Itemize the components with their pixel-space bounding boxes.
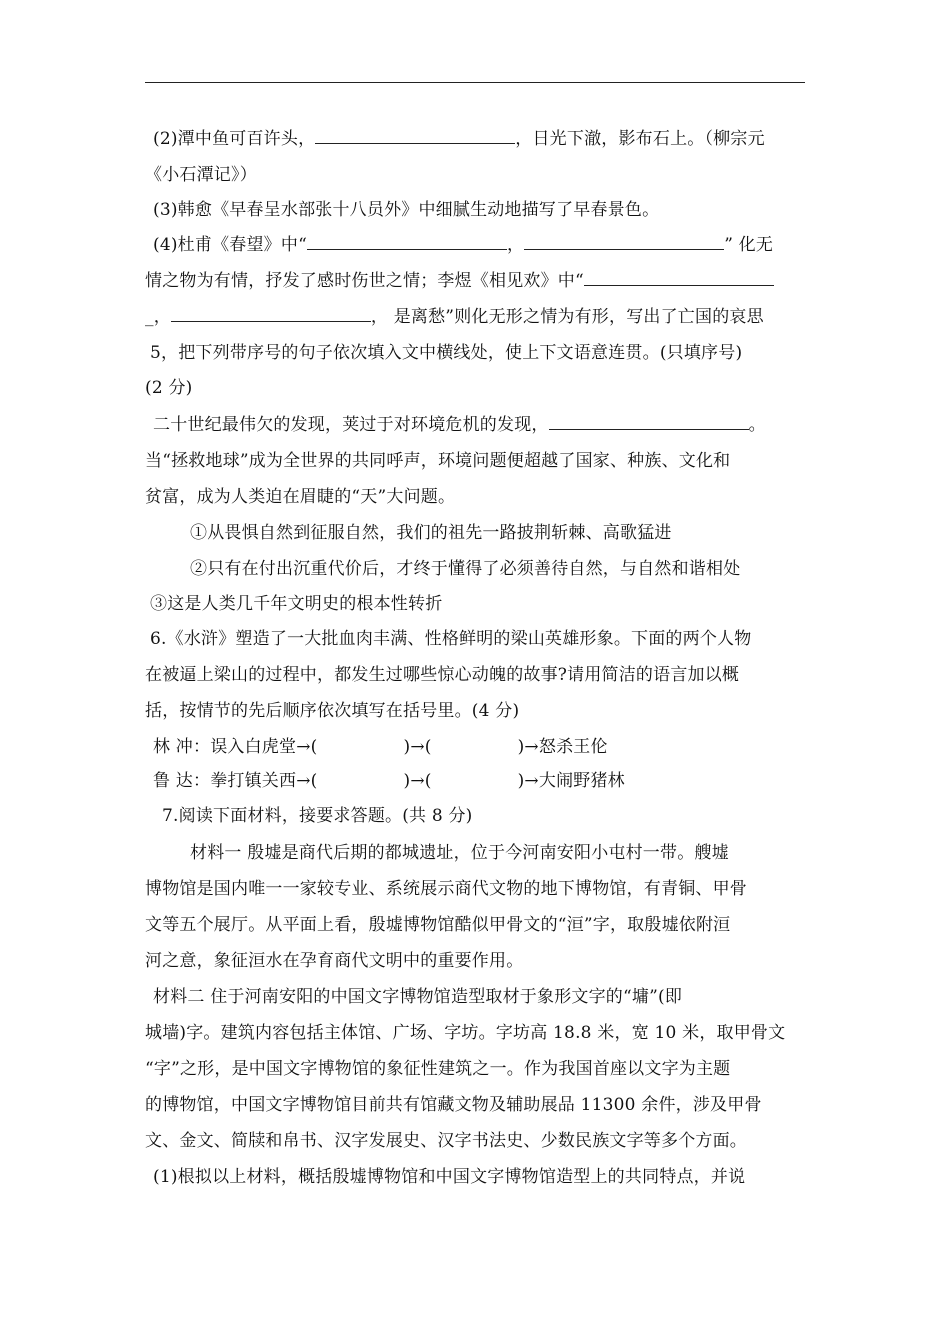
q4-item4-line3: _， ， 是离愁”则化无形之情为有形，写出了亡国的哀思: [145, 307, 764, 327]
fill-blank[interactable]: [524, 234, 724, 250]
q7-material1-line4: 河之意，象征洹水在孕育商代文明中的重要作用。: [145, 951, 524, 971]
q6-stem-line3: 括，按情节的先后顺序依次填写在括号里。(4 分): [145, 701, 520, 721]
header-rule: [145, 82, 805, 83]
q4-item4-line1: (4)杜甫《春望》中“ ， ” 化无: [153, 235, 774, 255]
q7-material2-line2: 城墙)字。建筑内容包括主体馆、广场、字坊。字坊高 18.8 米，宽 10 米，取甲骨文: [145, 1023, 786, 1043]
q7-sub1: (1)根拟以上材料，概括殷墟博物馆和中国文字博物馆造型上的共同特点，并说: [153, 1167, 746, 1187]
q7-material2-line1: 材料二 住于河南安阳的中国文字博物馆造型取材于象形文字的“墉”(即: [153, 987, 683, 1007]
q4-item2-line1: (2)潭中鱼可百许头， ，日光下澈，影布石上。（柳宗元: [153, 129, 765, 149]
q6-stem-line1: 6.《水浒》塑造了一大批血肉丰满、性格鲜明的梁山英雄形象。下面的两个人物: [150, 629, 752, 649]
fill-blank[interactable]: [315, 128, 515, 144]
q5-option-1: ①从畏惧自然到征服自然，我们的祖先一路披荆斩棘、高歌猛进: [190, 523, 672, 543]
q5-passage-line2: 当“拯救地球”成为全世界的共同呼声，环境问题便超越了国家、种族、文化和: [145, 451, 731, 471]
q6-lu-da-row: 鲁 达：拳打镇关西→( )→( )→大闹野猪林: [153, 771, 625, 791]
fill-blank[interactable]: [549, 414, 749, 430]
q5-passage-line1: 二十世纪最伟欠的发现，荚过于对环境危机的发现， 。: [153, 415, 766, 435]
q5-option-2: ②只有在付出沉重代价后，才终于懂得了必须善待自然，与自然和谐相处: [190, 559, 741, 579]
q7-material1-line3: 文等五个展厅。从平面上看，殷墟博物馆酷似甲骨文的“洹”字，取殷墟依附洹: [145, 915, 731, 935]
q5-stem-line2: (2 分): [145, 378, 193, 398]
q4-item3: (3)韩愈《早春呈水部张十八员外》中细腻生动地描写了早春景色。: [153, 200, 660, 220]
q7-material2-line5: 文、金文、简牍和帛书、汉字发展史、汉字书法史、少数民族文字等多个方面。: [145, 1131, 747, 1151]
q7-material1-line2: 博物馆是国内唯一一家较专业、系统展示商代文物的地下博物馆，有青铜、甲骨: [145, 879, 747, 899]
q7-material2-line4: 的博物馆，中国文字博物馆目前共有馆藏文物及辅助展品 11300 余件，涉及甲骨: [145, 1095, 762, 1115]
fill-blank[interactable]: [307, 234, 507, 250]
q5-passage-line3: 贫富，成为人类迫在眉睫的“天”大问题。: [145, 487, 456, 507]
q7-material1-line1: 材料一 殷墟是商代后期的都城遗址，位于今河南安阳小屯村一带。艘墟: [190, 843, 729, 863]
q7-material2-line3: “字”之形，是中国文字博物馆的象征性建筑之一。作为我国首座以文字为主题: [145, 1059, 731, 1079]
q5-stem-line1: 5，把下列带序号的句子依次填入文中横线处，使上下文语意连贯。(只填序号): [150, 343, 743, 363]
fill-blank[interactable]: [584, 270, 774, 286]
q4-item2-line2: 《小石潭记》）: [145, 165, 257, 185]
q5-option-3: ③这是人类几千年文明史的根本性转折: [150, 594, 443, 614]
q7-stem: 7.阅读下面材料，接要求答题。(共 8 分): [162, 806, 473, 826]
q4-item4-line2: 情之物为有情，抒发了感时伤世之情；李煜《相见欢》中“: [145, 270, 810, 292]
q6-lin-chong-row: 林 冲：误入白虎堂→( )→( )→怒杀王伦: [153, 737, 608, 757]
fill-blank[interactable]: [171, 306, 371, 322]
q6-stem-line2: 在被逼上梁山的过程中，都发生过哪些惊心动魄的故事?请用简洁的语言加以概: [145, 665, 740, 685]
